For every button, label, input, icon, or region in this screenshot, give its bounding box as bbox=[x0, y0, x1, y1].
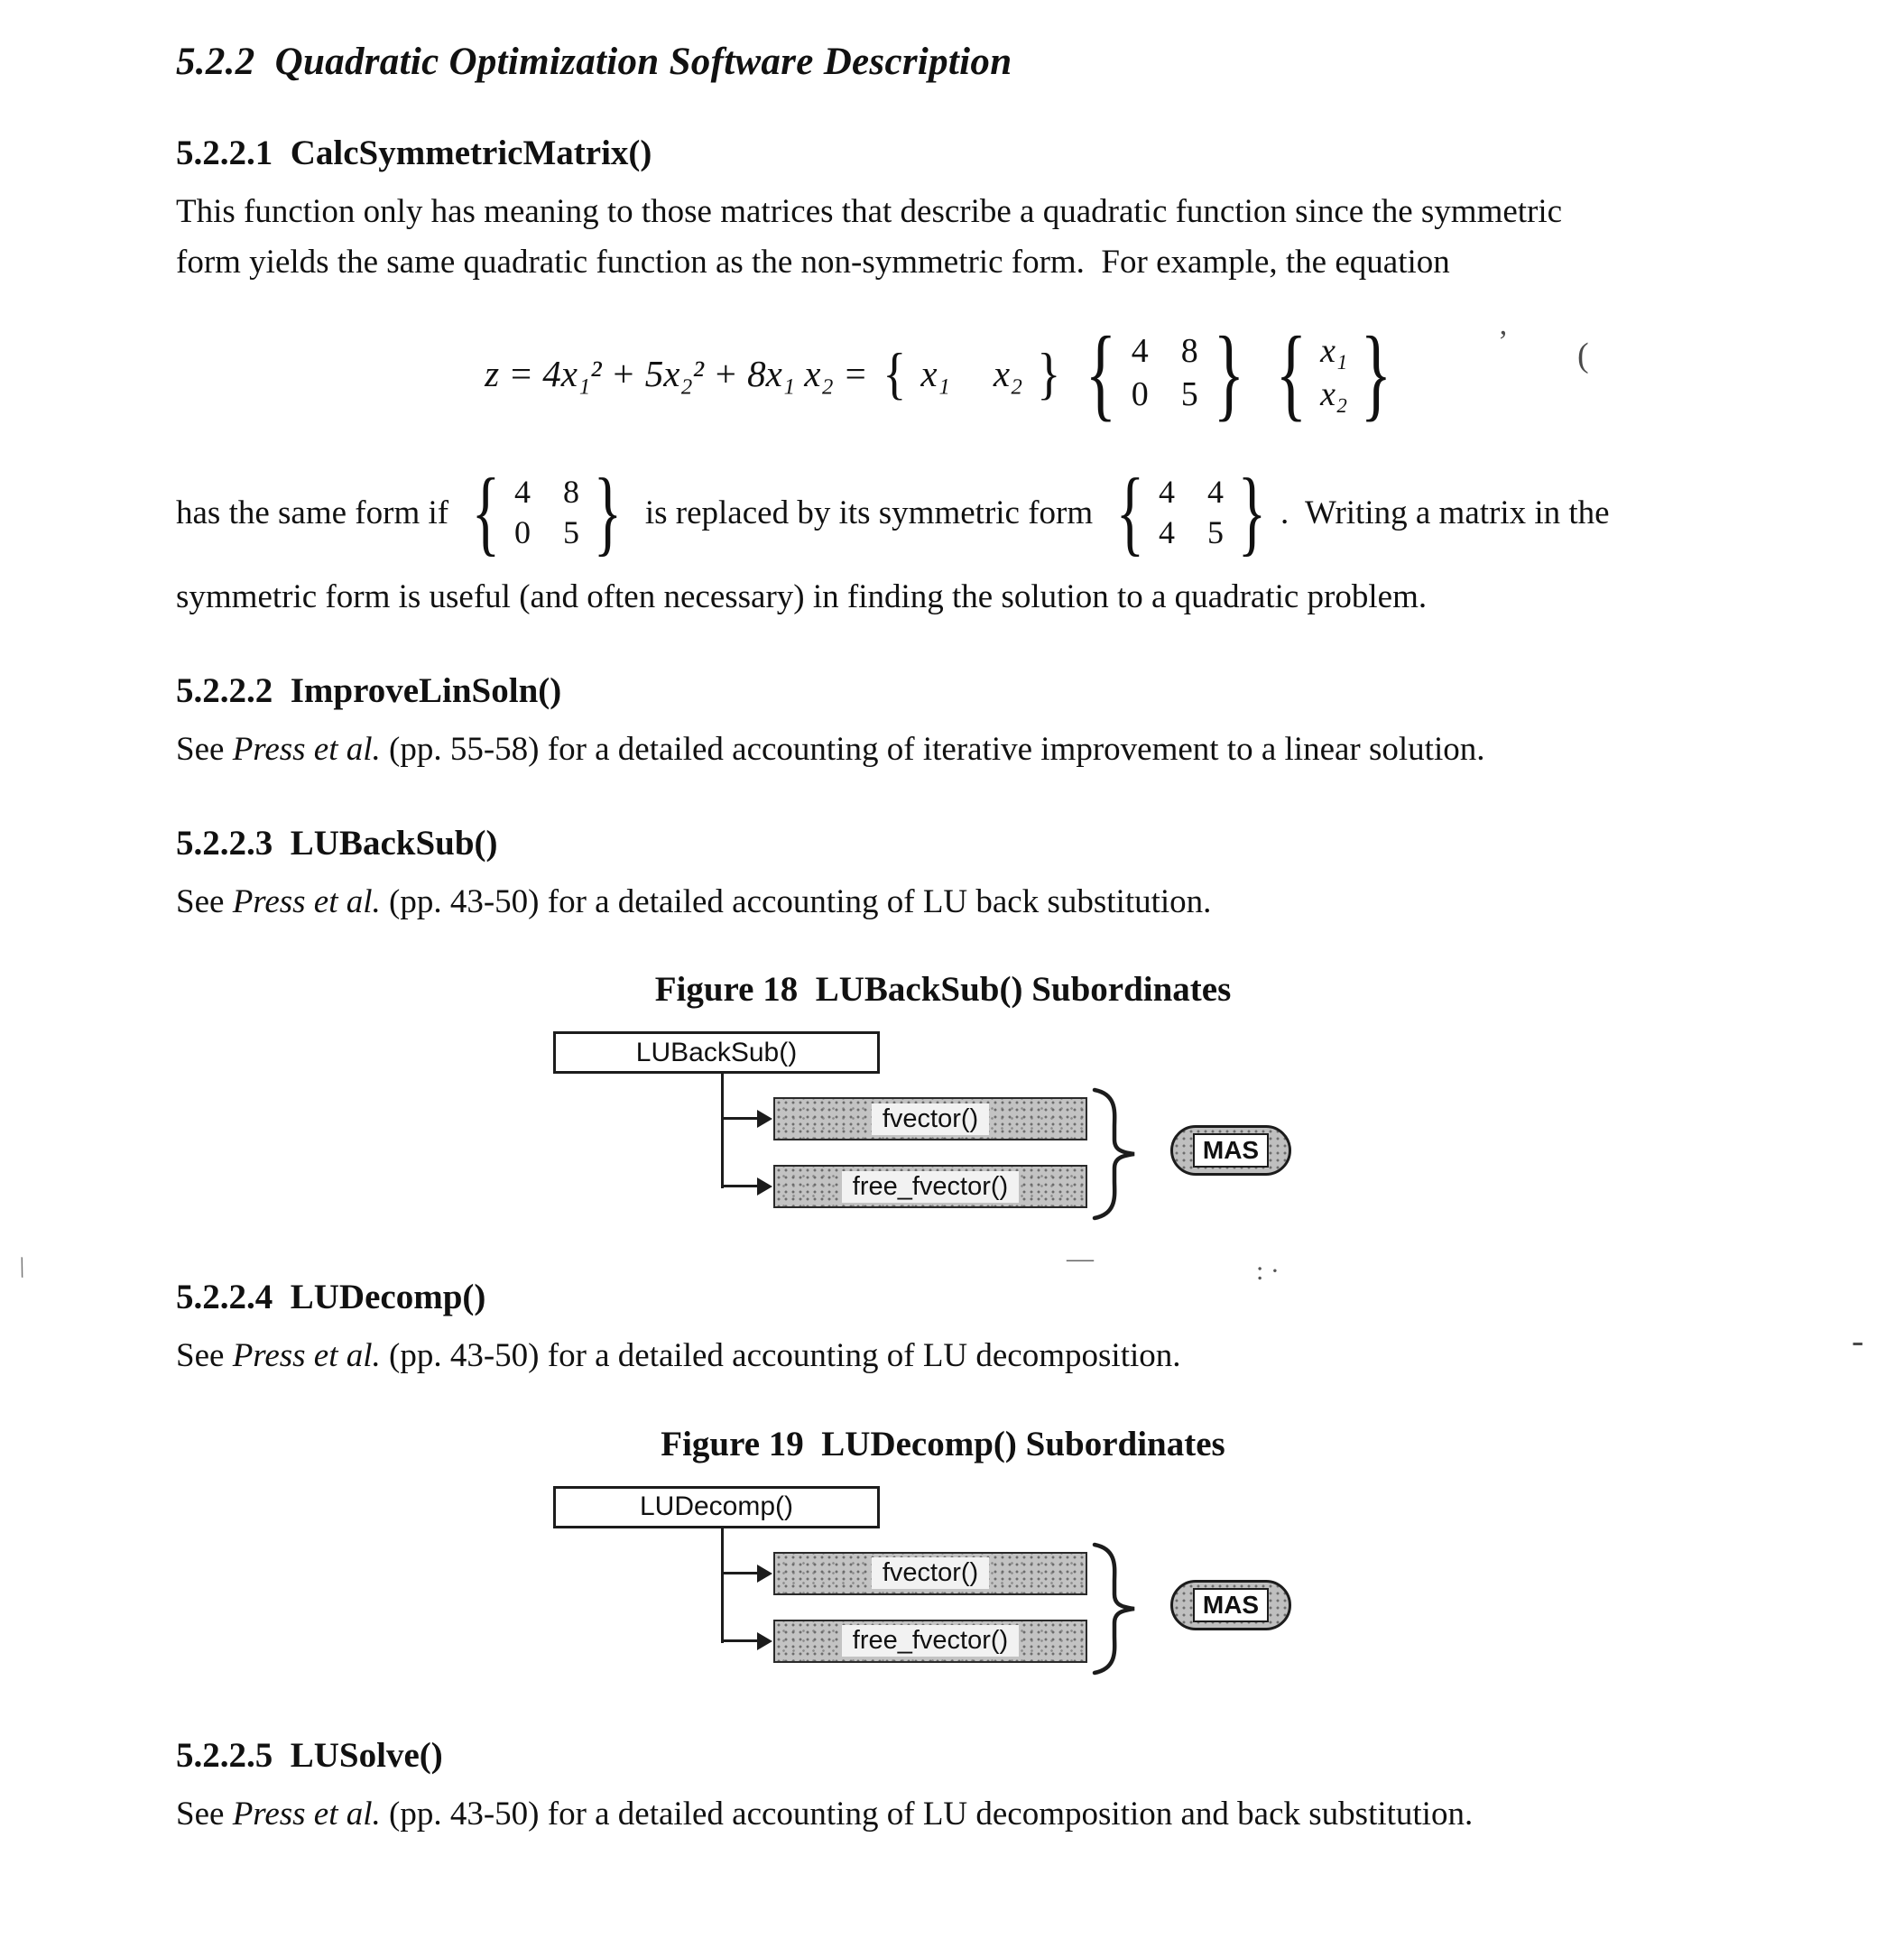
reference-line bbox=[176, 1332, 1710, 1380]
text-run: See bbox=[176, 1795, 233, 1833]
root-node bbox=[553, 1031, 880, 1074]
citation: Press et al. bbox=[232, 882, 381, 920]
matrix-cell: 0 bbox=[513, 514, 531, 551]
section-heading-5221: 5.2.2.1 CalcSymmetricMatrix() bbox=[176, 134, 652, 172]
text-run: (pp. 55-58) for a detailed accounting of iterative improvement to a linear solution. bbox=[380, 730, 1485, 768]
brace-icon bbox=[1089, 1085, 1149, 1223]
text-run: is replaced by its symmetric form bbox=[644, 494, 1094, 531]
brace-icon bbox=[1089, 1540, 1149, 1677]
scan-artifact: ( bbox=[1577, 337, 1589, 374]
scan-artifact: — bbox=[1067, 1243, 1094, 1273]
root-node-label: LUBackSub() bbox=[635, 1037, 798, 1067]
matrix-cell: 5 bbox=[1207, 514, 1225, 551]
root-node bbox=[553, 1486, 880, 1528]
text-run: (pp. 43-50) for a detailed accounting of LU decomposition and back substitution. bbox=[380, 1795, 1474, 1833]
symmetric-matrix bbox=[1107, 459, 1275, 566]
left-brace: { bbox=[1085, 316, 1117, 432]
scan-artifact: : · bbox=[1256, 1256, 1280, 1286]
left-brace: { bbox=[1115, 459, 1145, 566]
original-matrix bbox=[463, 459, 631, 566]
matrix-cell: 8 bbox=[1180, 332, 1198, 371]
connector-line bbox=[721, 1117, 761, 1120]
vector-cell: x₂ bbox=[1320, 375, 1348, 414]
section-heading-5222: 5.2.2.2 ImproveLinSoln() bbox=[176, 670, 562, 710]
coefficient-matrix bbox=[1076, 316, 1253, 432]
scan-artifact: - bbox=[1852, 1320, 1864, 1361]
right-brace: } bbox=[1037, 341, 1061, 406]
matrix-cell: 4 bbox=[1207, 473, 1225, 510]
connector-line bbox=[721, 1074, 724, 1188]
section-heading-5225: 5.2.2.5 LUSolve() bbox=[176, 1735, 443, 1775]
paragraph-line: This function only has meaning to those matrices that describe a quadratic function since the symmetric bbox=[176, 193, 1563, 230]
reference-line bbox=[176, 725, 1710, 774]
equation bbox=[176, 311, 1710, 436]
connector-line bbox=[721, 1185, 761, 1187]
left-brace: { bbox=[471, 459, 501, 566]
right-brace: } bbox=[1360, 316, 1392, 432]
text-run: (pp. 43-50) for a detailed accounting of LU back substitution. bbox=[380, 882, 1212, 920]
child-node-label: free_fvector() bbox=[842, 1171, 1019, 1203]
child-node-label: fvector() bbox=[872, 1557, 989, 1589]
connector-line bbox=[721, 1528, 724, 1643]
text-run: See bbox=[176, 1337, 233, 1375]
section-heading-5224: 5.2.2.4 LUDecomp() bbox=[176, 1278, 486, 1317]
matrix-cell: 5 bbox=[562, 514, 579, 551]
vector-cell: x₁ bbox=[1320, 332, 1348, 371]
text-run: . Writing a matrix in the bbox=[1280, 494, 1610, 531]
text-run: has the same form if bbox=[176, 494, 449, 531]
text-run: See bbox=[176, 730, 233, 768]
connector-line bbox=[721, 1572, 761, 1574]
vector-cell: x₂ bbox=[993, 353, 1023, 395]
matrix-cell: 4 bbox=[513, 473, 531, 510]
text-run: (pp. 43-50) for a detailed accounting of LU decomposition. bbox=[380, 1337, 1181, 1375]
matrix-cell: 0 bbox=[1131, 375, 1149, 414]
child-node-label: free_fvector() bbox=[842, 1625, 1019, 1657]
scan-artifact: \ bbox=[13, 1250, 32, 1284]
matrix-cell: 8 bbox=[562, 473, 579, 510]
left-brace: { bbox=[882, 341, 907, 406]
child-node bbox=[773, 1165, 1087, 1208]
arrow-icon bbox=[757, 1565, 772, 1583]
paragraph-line: symmetric form is useful (and often necessary) in finding the solution to a quadratic problem. bbox=[176, 578, 1428, 616]
terminal-node-label: MAS bbox=[1193, 1133, 1269, 1168]
column-vector bbox=[1266, 316, 1400, 432]
matrix-cell: 4 bbox=[1131, 332, 1149, 371]
figure-19-diagram bbox=[176, 1486, 1710, 1679]
terminal-node-label: MAS bbox=[1193, 1588, 1269, 1622]
citation: Press et al. bbox=[232, 1337, 381, 1375]
vector-cell: x₁ bbox=[920, 353, 950, 395]
figure-18-diagram bbox=[176, 1031, 1710, 1224]
matrix-cell: 4 bbox=[1159, 473, 1176, 510]
figure-18-caption: Figure 18 LUBackSub() Subordinates bbox=[654, 970, 1232, 1010]
terminal-node bbox=[1170, 1580, 1291, 1630]
left-brace: { bbox=[1275, 316, 1308, 432]
figure-19-caption: Figure 19 LUDecomp() Subordinates bbox=[661, 1424, 1225, 1463]
child-node-label: fvector() bbox=[872, 1103, 989, 1135]
arrow-icon bbox=[757, 1110, 772, 1128]
citation: Press et al. bbox=[232, 1795, 381, 1833]
right-brace: } bbox=[1213, 316, 1244, 432]
connector-line bbox=[721, 1639, 761, 1642]
paragraph-with-matrices bbox=[176, 457, 1710, 568]
child-node bbox=[773, 1620, 1087, 1663]
child-node bbox=[773, 1097, 1087, 1140]
matrix-cell: 5 bbox=[1180, 375, 1198, 414]
citation: Press et al. bbox=[232, 730, 381, 768]
scan-artifact: ’ bbox=[1498, 325, 1509, 358]
equation-lhs: z = 4x₁² + 5x₂² + 8x₁ x₂ = bbox=[485, 353, 868, 395]
right-brace: } bbox=[593, 459, 623, 566]
arrow-icon bbox=[757, 1632, 772, 1650]
row-vector bbox=[881, 341, 1063, 406]
right-brace: } bbox=[1237, 459, 1267, 566]
reference-line bbox=[176, 1790, 1710, 1839]
matrix-cell: 4 bbox=[1159, 514, 1176, 551]
arrow-icon bbox=[757, 1177, 772, 1196]
paragraph-line: form yields the same quadratic function as the non-symmetric form. For example, the equation bbox=[176, 243, 1450, 281]
reference-line bbox=[176, 878, 1710, 927]
page-title: 5.2.2 Quadratic Optimization Software Description bbox=[176, 41, 1012, 83]
root-node-label: LUDecomp() bbox=[639, 1491, 794, 1522]
text-run: See bbox=[176, 882, 233, 920]
section-heading-5223: 5.2.2.3 LUBackSub() bbox=[176, 823, 498, 863]
terminal-node bbox=[1170, 1125, 1291, 1176]
child-node bbox=[773, 1552, 1087, 1595]
